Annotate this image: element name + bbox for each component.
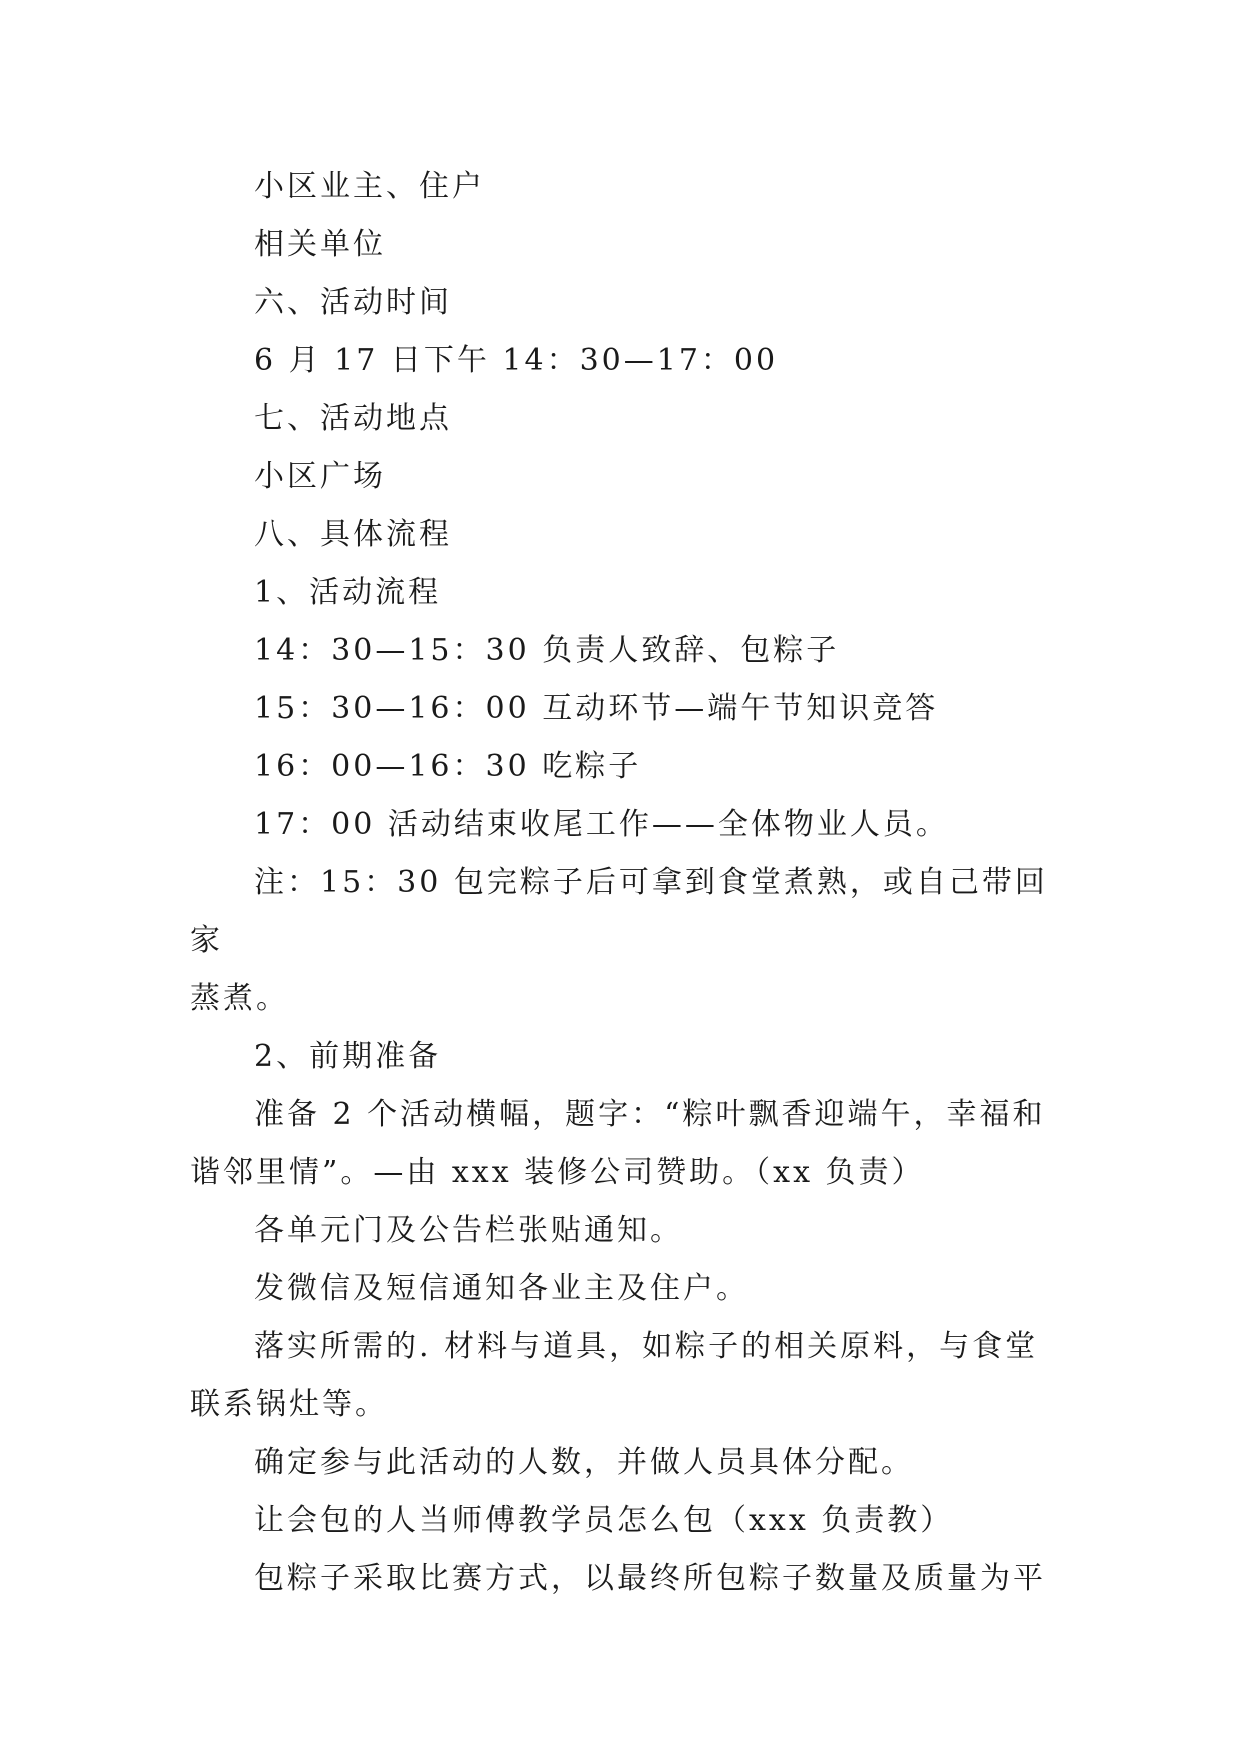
subheading-activity-flow: 1、活动流程	[254, 575, 442, 610]
text-line-participants-residents: 小区业主、住户	[254, 169, 485, 204]
subheading-preparation: 2、前期准备	[254, 1039, 442, 1074]
schedule-item: 17：00 活动结束收尾工作——全体物业人员。	[254, 807, 949, 842]
document-body	[190, 158, 1054, 1608]
note-line-1: 注：15：30 包完粽子后可拿到食堂煮熟，或自己带回家	[190, 865, 1048, 958]
banner-paragraph	[190, 1086, 1054, 1202]
text-line-location: 小区广场	[254, 459, 386, 494]
prep-item-competition: 包粽子采取比赛方式，以最终所包粽子数量及质量为平	[254, 1561, 1046, 1596]
schedule-item: 14：30—15：30 负责人致辞、包粽子	[254, 633, 840, 668]
materials-line-1: 落实所需的. 材料与道具，如粽子的相关原料，与食堂	[254, 1329, 1039, 1364]
prep-item-posting: 各单元门及公告栏张贴通知。	[254, 1213, 683, 1248]
schedule-item: 15：30—16：00 互动环节—端午节知识竞答	[254, 691, 939, 726]
section-heading-time: 六、活动时间	[254, 285, 452, 320]
text-line-participants-units: 相关单位	[254, 227, 386, 262]
note-line-2: 蒸煮。	[190, 981, 289, 1016]
prep-item-headcount: 确定参与此活动的人数，并做人员具体分配。	[254, 1445, 914, 1480]
banner-line-1: 准备 2 个活动横幅，题字：“粽叶飘香迎端午，幸福和	[254, 1097, 1046, 1132]
text-line-time: 6 月 17 日下午 14：30—17：00	[254, 343, 779, 378]
materials-paragraph	[190, 1318, 1054, 1434]
prep-item-wechat: 发微信及短信通知各业主及住户。	[254, 1271, 749, 1306]
section-heading-location: 七、活动地点	[254, 401, 452, 436]
schedule-item: 16：00—16：30 吃粽子	[254, 749, 642, 784]
materials-line-2: 联系锅灶等。	[190, 1387, 388, 1422]
section-heading-process: 八、具体流程	[254, 517, 452, 552]
banner-line-2: 谐邻里情”。—由 xxx 装修公司赞助。（xx 负责）	[190, 1155, 925, 1190]
note-paragraph	[190, 854, 1054, 1028]
prep-item-teaching: 让会包的人当师傅教学员怎么包（xxx 负责教）	[254, 1503, 954, 1538]
